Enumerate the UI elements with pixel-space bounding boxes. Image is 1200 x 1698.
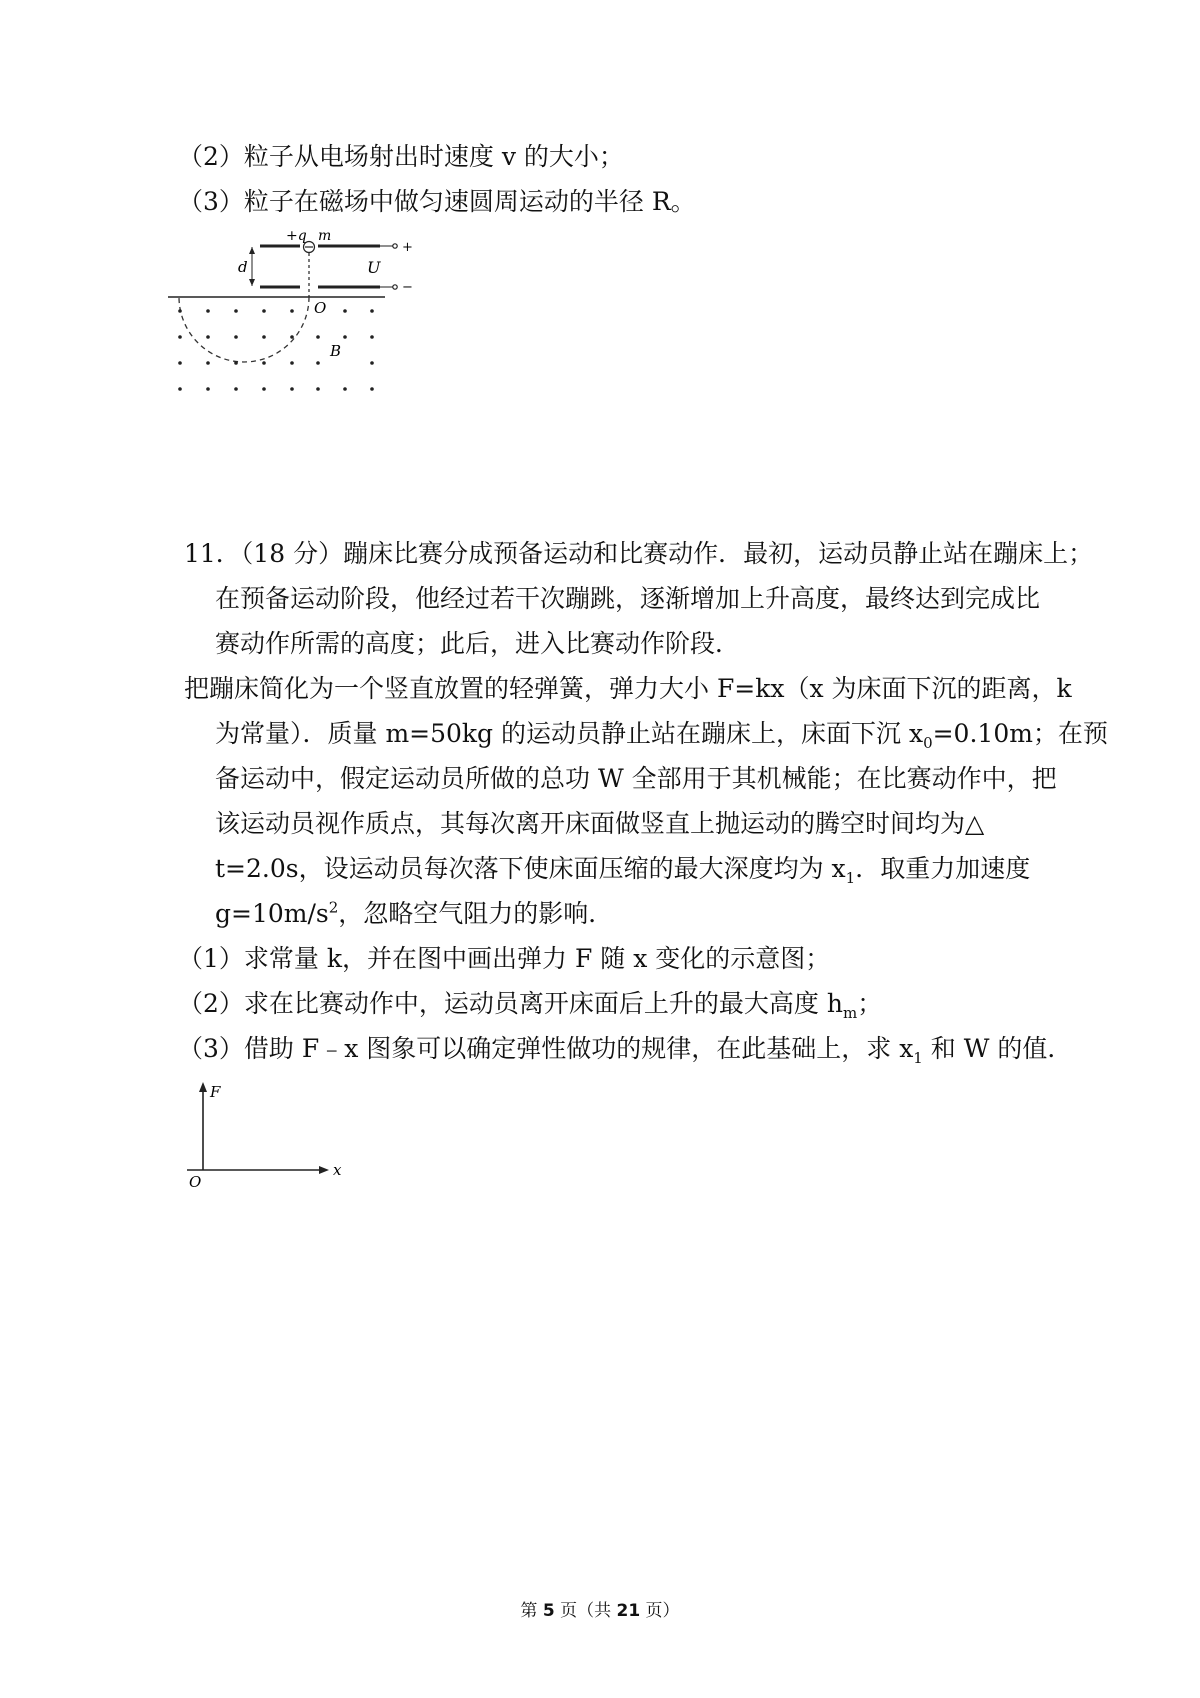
- origin-label: O: [189, 1173, 202, 1190]
- q11-subquestion-1: （1）求常量 k，并在图中画出弹力 F 随 x 变化的示意图；: [178, 944, 831, 973]
- q11-line-6: 备运动中，假定运动员所做的总功 W 全部用于其机械能；在比赛动作中，把: [215, 764, 1057, 793]
- q11-line-3: 赛动作所需的高度；此后，进入比赛动作阶段．: [215, 629, 741, 658]
- q10-subquestion-3: （3）粒子在磁场中做匀速圆周运动的半径 R。: [178, 187, 696, 216]
- q10-subquestion-2: （2）粒子从电场射出时速度 v 的大小；: [178, 142, 624, 171]
- q11-line-5-text-b: =0.10m；在预: [932, 719, 1108, 748]
- footer-page-number: 5: [542, 1601, 555, 1621]
- f-x-axes-figure: [175, 1080, 355, 1190]
- capacitor-magnetic-field-figure: [160, 225, 430, 405]
- q11-sub2-text-a: （2）求在比赛动作中，运动员离开床面后上升的最大高度 h: [178, 989, 843, 1018]
- footer-suffix: 页）: [640, 1601, 680, 1621]
- label-minus: −: [402, 280, 413, 295]
- q11-line-9-sup: 2: [328, 898, 339, 917]
- q11-line-8-text-b: ．取重力加速度: [855, 854, 1031, 883]
- q11-line-8-text-a: t=2.0s，设运动员每次落下使床面压缩的最大深度均为 x: [215, 854, 846, 883]
- label-B: B: [330, 342, 342, 360]
- axis-y-label: F: [210, 1083, 221, 1101]
- q11-sub2-sub: m: [842, 1004, 858, 1022]
- q11-line-9-text-a: g=10m/s: [215, 899, 329, 928]
- footer-middle: 页（共: [554, 1601, 617, 1621]
- q11-sub3-sub: 1: [913, 1049, 923, 1067]
- page-footer: [0, 1596, 1200, 1621]
- footer-prefix: 第: [520, 1601, 543, 1621]
- label-U: U: [367, 258, 381, 277]
- q11-subquestion-2: [178, 987, 882, 1021]
- q11-line-9-text-b: ，忽略空气阻力的影响．: [338, 899, 614, 928]
- footer-total-pages: 21: [616, 1601, 641, 1621]
- q11-sub3-text-b: 和 W 的值．: [922, 1034, 1073, 1063]
- q11-sub3-text-a: （3）借助 F﹣x 图象可以确定弹性做功的规律，在此基础上，求 x: [178, 1034, 914, 1063]
- q11-line-5: [215, 717, 1108, 751]
- label-charge: +q: [286, 228, 307, 244]
- q11-sub2-text-b: ；: [857, 989, 883, 1018]
- q11-line-5-text-a: 为常量）．质量 m=50kg 的运动员静止站在蹦床上，床面下沉 x: [215, 719, 924, 748]
- q11-line-1: 11．（18 分）蹦床比赛分成预备运动和比赛动作．最初，运动员静止站在蹦床上；: [184, 539, 1094, 568]
- q11-line-8-sub: 1: [845, 869, 856, 887]
- q11-line-2: 在预备运动阶段，他经过若干次蹦跳，逐渐增加上升高度，最终达到完成比: [215, 584, 1041, 613]
- label-d: d: [238, 258, 248, 276]
- q11-line-8: [215, 852, 1030, 886]
- q11-line-7: 该运动员视作质点，其每次离开床面做竖直上抛运动的腾空时间均为△: [215, 809, 985, 838]
- label-plus: +: [402, 240, 413, 255]
- q11-subquestion-3: [178, 1032, 1072, 1066]
- q11-line-4: 把蹦床简化为一个竖直放置的轻弹簧，弹力大小 F=kx（x 为床面下沉的距离，k: [184, 674, 1072, 703]
- label-O: O: [314, 299, 327, 317]
- q11-line-9: [215, 897, 613, 931]
- label-mass: m: [318, 228, 332, 244]
- axis-x-label: x: [333, 1161, 342, 1179]
- q11-line-5-sub: 0: [923, 734, 933, 752]
